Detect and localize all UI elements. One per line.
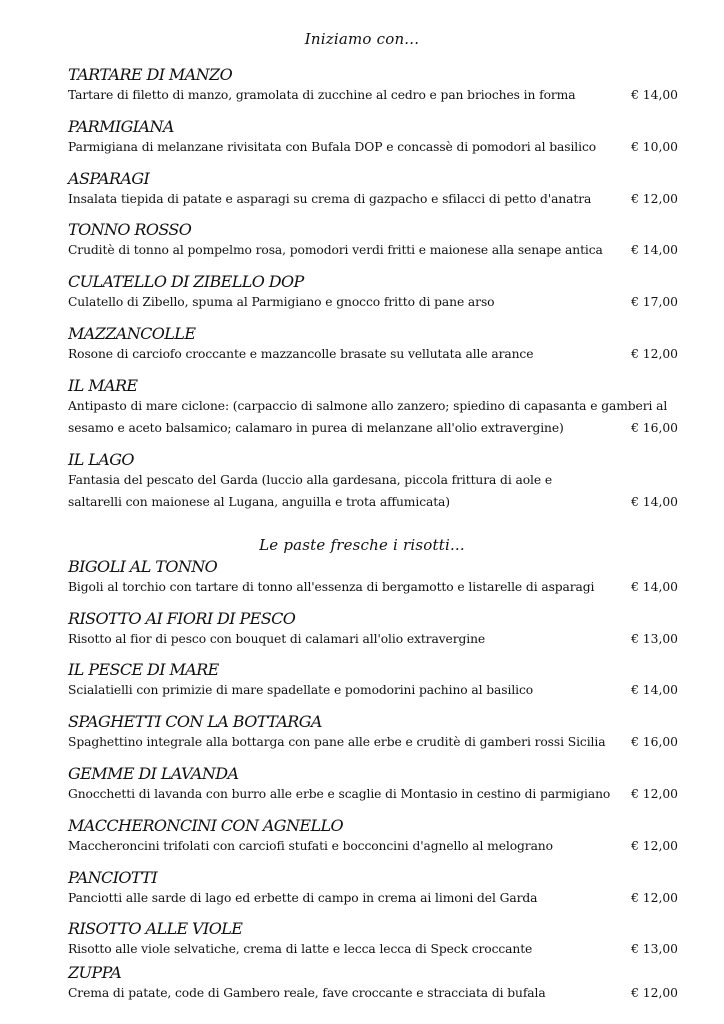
section-title-starters: Iniziamo con... [304,30,420,48]
menu-item-parmigiana [68,118,678,158]
dish-description: Insalata tiepida di patate e asparagi su crema di gazpacho e sfilacci di petto d'anatra [68,192,592,206]
menu-item-risotto-alle-viole [68,920,678,960]
dish-name: MAZZANCOLLE [68,324,196,343]
section-title-pasta-risotti: Le paste fresche i risotti... [259,536,465,554]
dish-description: saltarelli con maionese al Lugana, anguilla e trota affumicata) [68,495,450,509]
dish-price: € 13,00 [631,632,678,646]
dish-price: € 12,00 [631,891,678,905]
menu-item-gemme-di-lavanda [68,765,678,805]
dish-description: Parmigiana di melanzane rivisitata con Bufala DOP e concassè di pomodori al basilico [68,140,597,154]
dish-price: € 14,00 [631,243,678,257]
dish-description: Maccheroncini trifolati con carciofi stufati e bocconcini d'agnello al melograno [68,839,553,853]
dish-price: € 12,00 [631,347,678,361]
menu-item-maccheroncini-agnello [68,817,678,857]
dish-name: IL PESCE DI MARE [68,660,219,679]
menu-item-risotto-fiori-di-pesco [68,610,678,650]
dish-name: RISOTTO AI FIORI DI PESCO [68,609,296,628]
dish-description: Spaghettino integrale alla bottarga con pane alle erbe e cruditè di gamberi rossi Sicilia [68,735,606,749]
dish-description: sesamo e aceto balsamico; calamaro in purea di melanzane all'olio extravergine) [68,421,564,435]
dish-name: ASPARAGI [68,169,150,188]
menu-item-panciotti [68,869,678,909]
menu-item-spaghetti-bottarga [68,713,678,753]
dish-name: PANCIOTTI [68,868,158,887]
dish-price: € 14,00 [631,495,678,509]
dish-price: € 16,00 [631,421,678,435]
dish-description-line1: Antipasto di mare ciclone: (carpaccio di salmone allo zanzero; spiedino di capasanta e gamberi al [68,399,668,413]
dish-description: Culatello di Zibello, spuma al Parmigiano e gnocco fritto di pane arso [68,295,495,309]
dish-description: Scialatielli con primizie di mare spadellate e pomodorini pachino al basilico [68,683,534,697]
dish-description-line1: Fantasia del pescato del Garda (luccio alla gardesana, piccola frittura di aole e [68,473,552,487]
dish-description: Rosone di carciofo croccante e mazzancolle brasate su vellutata alle arance [68,347,534,361]
dish-description: Tartare di filetto di manzo, gramolata di zucchine al cedro e pan brioches in forma [68,88,576,102]
dish-name: TONNO ROSSO [68,220,192,239]
menu-item-culatello [68,273,678,313]
dish-description: Gnocchetti di lavanda con burro alle erbe e scaglie di Montasio in cestino di parmigiano [68,787,611,801]
dish-name: PARMIGIANA [68,117,174,136]
menu-item-zuppa [68,964,678,1004]
dish-price: € 14,00 [631,580,678,594]
dish-name: BIGOLI AL TONNO [68,557,218,576]
dish-price: € 14,00 [631,683,678,697]
dish-description: Cruditè di tonno al pompelmo rosa, pomodori verdi fritti e maionese alla senape antica [68,243,603,257]
dish-name: IL LAGO [68,450,134,469]
dish-price: € 12,00 [631,839,678,853]
menu-item-bigoli-al-tonno [68,558,678,598]
dish-name: ZUPPA [68,963,122,982]
dish-name: SPAGHETTI CON LA BOTTARGA [68,712,322,731]
dish-price: € 12,00 [631,986,678,1000]
menu-item-il-mare [68,377,678,439]
menu-item-tonno-rosso [68,221,678,261]
dish-description: Bigoli al torchio con tartare di tonno all'essenza di bergamotto e listarelle di asparagi [68,580,595,594]
menu-item-il-pesce-di-mare [68,661,678,701]
dish-name: GEMME DI LAVANDA [68,764,239,783]
menu-item-il-lago [68,451,678,513]
dish-name: CULATELLO DI ZIBELLO DOP [68,272,304,291]
menu-item-tartare-di-manzo [68,66,678,106]
dish-description: Risotto al fior di pesco con bouquet di calamari all'olio extravergine [68,632,486,646]
dish-name: RISOTTO ALLE VIOLE [68,919,243,938]
menu-item-mazzancolle [68,325,678,365]
dish-price: € 12,00 [631,787,678,801]
dish-name: IL MARE [68,376,138,395]
dish-description: Crema di patate, code di Gambero reale, fave croccante e stracciata di bufala [68,986,546,1000]
dish-price: € 16,00 [631,735,678,749]
dish-name: TARTARE DI MANZO [68,65,233,84]
dish-price: € 14,00 [631,88,678,102]
dish-price: € 17,00 [631,295,678,309]
dish-price: € 13,00 [631,942,678,956]
dish-price: € 12,00 [631,192,678,206]
dish-description: Risotto alle viole selvatiche, crema di latte e lecca lecca di Speck croccante [68,942,533,956]
dish-description: Panciotti alle sarde di lago ed erbette di campo in crema ai limoni del Garda [68,891,538,905]
dish-price: € 10,00 [631,140,678,154]
dish-name: MACCHERONCINI CON AGNELLO [68,816,344,835]
menu-item-asparagi [68,170,678,210]
